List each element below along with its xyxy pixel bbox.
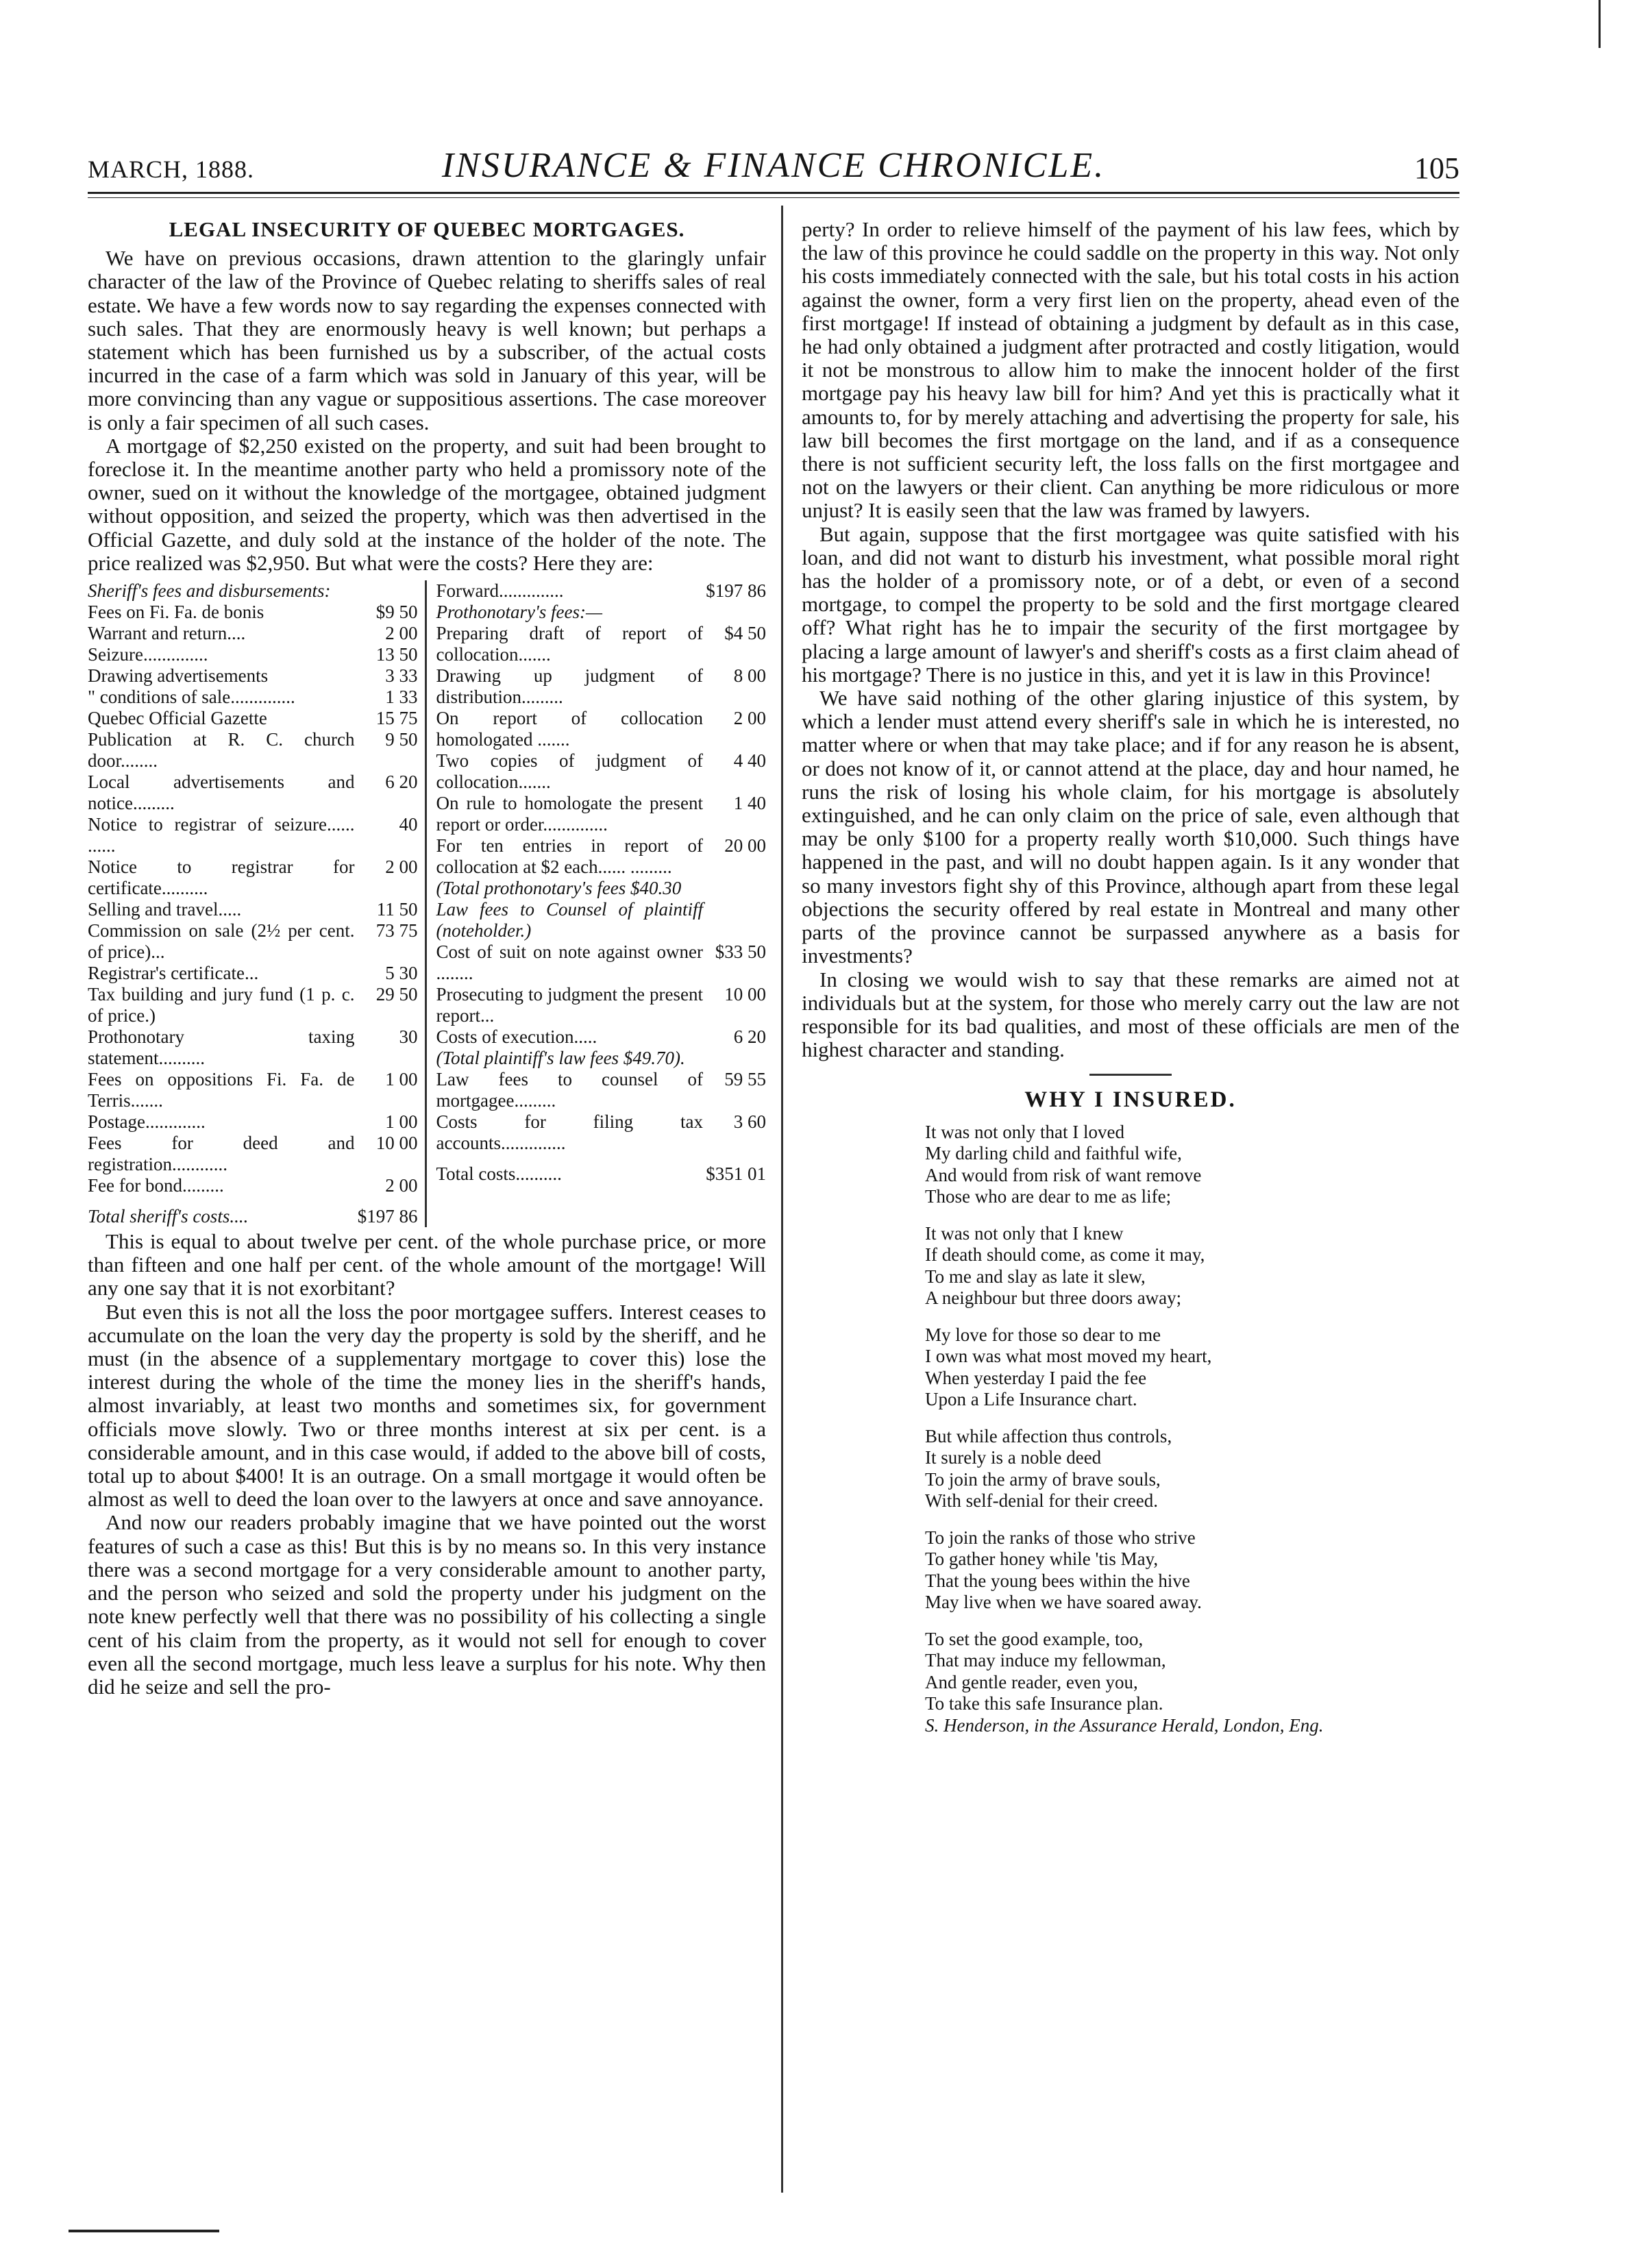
cost-row — [436, 1048, 767, 1069]
paragraph: And now our readers probably imagine that we have pointed out the worst features of such a case as this! But this is by no means so. In this very instance there was a second mortgage for a very considerable amount to another party, and the person who seized and sold the property under his judgment on the note knew perfectly well that there was no possibility of his collecting a single cent of his claim from the property, as it would not sell for enough to cover even all the second mortgage, much less leave a surplus for his note. Why then did he seize and sell the pro- — [88, 1510, 766, 1699]
poem-line: That the young bees within the hive — [925, 1570, 1190, 1591]
poem-line: And gentle reader, even you, — [925, 1671, 1138, 1692]
cost-amount: 1 33 — [385, 687, 418, 708]
cost-description: Drawing up judgment of distribution......... — [436, 665, 703, 708]
paragraph: But even this is not all the loss the poor mortgagee suffers. Interest ceases to accumulate on the loan the very day the property is sold by the sheriff, and he must (in the absence of a supplementary mortgage to cover this) lose the interest during the whole of the time the money lies in the sheriff's hands, almost invariably, at least two months and sometimes six, for government officials move slowly. Two or three months interest at six per cent. is a considerable amount, and in this case would, if added to the above bill of costs, total up to about $400! It is an outrage. On a small mortgage it would often be almost as well to deed the loan over to the lawyers at once and save annoyance. — [88, 1299, 766, 1512]
poem-stanza — [925, 1426, 1459, 1512]
sheriff-fees-heading: Sheriff's fees and disbursements: — [88, 580, 331, 602]
journal-title: INSURANCE & FINANCE CHRONICLE. — [441, 146, 1106, 185]
cost-amount: 3 60 — [733, 1111, 766, 1133]
cost-amount: 10 00 — [375, 1133, 418, 1154]
cost-amount: 1 40 — [733, 793, 766, 814]
cost-description: Prosecuting to judgment the present report... — [436, 984, 703, 1026]
left-column — [88, 218, 766, 1699]
grand-total-row — [436, 1163, 767, 1185]
cost-row — [436, 623, 767, 665]
cost-amount: 1 00 — [385, 1069, 418, 1090]
cost-amount: 40 — [399, 814, 418, 835]
prothonotary-fees-column — [427, 580, 767, 1227]
cost-amount: 5 30 — [385, 963, 418, 984]
poem-stanza — [925, 1629, 1459, 1737]
cost-amount: 10 00 — [724, 984, 766, 1005]
cost-amount: 13 50 — [375, 644, 418, 665]
cost-description: Fees for deed and registration............ — [88, 1133, 355, 1175]
cost-description: Seizure.............. — [88, 644, 208, 665]
poem-line: It was not only that I loved — [925, 1121, 1124, 1142]
forward-row — [436, 580, 767, 602]
footer-mark — [69, 2230, 219, 2232]
poem-stanza — [925, 1122, 1459, 1208]
poem — [925, 1122, 1459, 1737]
cost-row — [88, 687, 418, 708]
header-rule-thin — [88, 197, 1459, 198]
cost-row — [436, 878, 767, 899]
cost-row — [88, 984, 418, 1026]
cost-description: Commission on sale (2½ per cent. of price)... — [88, 920, 355, 963]
cost-amount: 1 00 — [385, 1111, 418, 1133]
cost-description: Drawing advertisements — [88, 665, 269, 687]
cost-description: Costs for filing tax accounts.............. — [436, 1111, 703, 1154]
grand-total-amount: $351 01 — [706, 1163, 766, 1185]
cost-amount: $4 50 — [724, 623, 766, 644]
poem-line: I own was what most moved my heart, — [925, 1346, 1212, 1367]
paragraph: We have said nothing of the other glaring injustice of this system, by which a lender must attend every sheriff's sale in which he is interested, no matter where or when that may take place; and if for any reason he is absent, or does not know of it, or cannot attend at the place, day and hour named, he runs the risk of losing his whole claim, for his mortgage is absolutely extinguished, and he can only claim on the price of sale, even although that may be only $100 for a property really worth $10,000. Such things have happened in the past, and will no doubt happen again. Is it any wonder that so many investors fight shy of this Province, although apart from these legal objections the security offered by real estate in Montreal and many other parts of the province cannot be surpassed anywhere as a basis for investments? — [802, 686, 1459, 968]
cost-description: Fee for bond......... — [88, 1175, 224, 1196]
cost-amount: 3 33 — [385, 665, 418, 687]
paragraph: A mortgage of $2,250 existed on the property, and suit had been brought to foreclose it. In the meantime another party who held a promissory note of the owner, sued on it without the knowledge of the mortgagee, obtained judgment without opposition, and seized the property, which was then advertised in the Official Gazette, and duly sold at the instance of the holder of the note. The price realized was $2,950. But what were the costs? Here they are: — [88, 433, 766, 575]
page-number: 105 — [1414, 151, 1459, 185]
cost-amount: 11 50 — [376, 899, 418, 920]
cost-description: Tax building and jury fund (1 p. c. of price.) — [88, 984, 355, 1026]
cost-amount — [703, 878, 766, 899]
cost-amount: 2 00 — [733, 708, 766, 729]
cost-description: Law fees to Counsel of plaintiff (noteholder.) — [436, 899, 703, 941]
poem-line: My love for those so dear to me — [925, 1324, 1161, 1345]
cost-row — [88, 772, 418, 814]
sheriff-total-row — [88, 1206, 418, 1227]
cost-amount: 9 50 — [385, 729, 418, 750]
cost-description: Two copies of judgment of collocation....... — [436, 750, 703, 793]
cost-row — [88, 1069, 418, 1111]
poem-line: May live when we have soared away. — [925, 1592, 1202, 1613]
cost-amount: 2 00 — [385, 1175, 418, 1196]
poem-stanza — [925, 1527, 1459, 1614]
cost-description: (Total prothonotary's fees $40.30 — [436, 878, 682, 899]
cost-row — [88, 814, 418, 856]
poem-title: WHY I INSURED. — [1024, 1087, 1237, 1113]
cost-amount: $33 50 — [715, 941, 766, 963]
paragraph: perty? In order to relieve himself of the payment of his law fees, which by the law of this province he could saddle on the property in this way. Not only his costs immediately connected with the sale, but his total costs in his action against the owner, form a very first lien on the property, ahead even of the first mortgage! If instead of obtaining a judgment by default as in this case, he had only obtained a judgment after protracted and costly litigation, would it not be monstrous to allow him to make the innocent holder of the first mortgage pay his heavy law bill for him? And yet this is practically what it amounts to, for by merely attaching and advertising the property for sale, his law bill becomes the first mortgage on the land, and if as a consequence there is not sufficient security left, the loss falls on the first mortgagee and not on the lawyers or their client. Can anything be more ridiculous or more unjust? It is easily seen that the law was framed by lawyers. — [802, 217, 1459, 523]
column-divider — [781, 206, 783, 2193]
cost-amount: 6 20 — [385, 772, 418, 793]
poem-line: It surely is a noble deed — [925, 1447, 1102, 1468]
poem-line: My darling child and faithful wife, — [925, 1143, 1182, 1164]
cost-amount: 2 00 — [385, 856, 418, 878]
cost-row — [88, 729, 418, 772]
poem-line: Those who are dear to me as life; — [925, 1186, 1172, 1207]
cost-description: Notice to registrar for certificate.......... — [88, 856, 355, 899]
cost-amount: 15 75 — [375, 708, 418, 729]
cost-row — [436, 899, 767, 941]
section-separator — [1089, 1074, 1172, 1076]
cost-row — [88, 602, 418, 623]
cost-row — [436, 1069, 767, 1111]
poem-stanza — [925, 1324, 1459, 1411]
article-title: LEGAL INSECURITY OF QUEBEC MORTGAGES. — [169, 217, 685, 241]
cost-description: Preparing draft of report of collocation....... — [436, 623, 703, 665]
cost-row — [436, 708, 767, 750]
poem-line: But while affection thus controls, — [925, 1425, 1172, 1446]
cost-amount: 29 50 — [375, 984, 418, 1005]
cost-row — [88, 1175, 418, 1196]
cost-description: Law fees to counsel of mortgagee......... — [436, 1069, 703, 1111]
cost-description: Local advertisements and notice......... — [88, 772, 355, 814]
page-header — [88, 145, 1459, 186]
cost-row — [88, 1133, 418, 1175]
paragraph: We have on previous occasions, drawn attention to the glaringly unfair character of the law of the Province of Quebec relating to sheriffs sales of real estate. We have a few words now to say regarding the expenses connected with such sales. That they are enormously heavy is well known; but perhaps a statement which has been furnished us by a subscriber, of the actual costs incurred in the case of a farm which was sold in January of this year, will be more convincing than any vague or suppositious assertions. The case moreover is only a fair specimen of all such cases. — [88, 246, 766, 434]
forward-amount: $197 86 — [706, 580, 766, 602]
sheriff-total-label: Total sheriff's costs.... — [88, 1206, 249, 1227]
cost-description: Registrar's certificate... — [88, 963, 259, 984]
cost-amount — [703, 899, 766, 941]
cost-description: Fees on Fi. Fa. de bonis — [88, 602, 264, 623]
cost-row — [436, 941, 767, 984]
poem-line: To gather honey while 'tis May, — [925, 1549, 1159, 1570]
cost-amount: 8 00 — [733, 665, 766, 687]
cost-description: On report of collocation homologated ....... — [436, 708, 703, 750]
cost-row — [88, 644, 418, 665]
cost-description: Selling and travel..... — [88, 899, 242, 920]
cost-amount: $9 50 — [375, 602, 418, 623]
prothonotary-heading: Prothonotary's fees:— — [436, 602, 602, 623]
cost-row — [88, 963, 418, 984]
cost-row — [436, 793, 767, 835]
cost-description: Prothonotary taxing statement.......... — [88, 1026, 355, 1069]
right-column — [802, 218, 1459, 1751]
paragraph: In closing we would wish to say that these remarks are aimed not at individuals but at the system, for those who merely carry out the law are not responsible for its bad qualities, and most of these officials are men of the highest character and standing. — [802, 967, 1459, 1062]
cost-amount: 73 75 — [375, 920, 418, 941]
poem-line: With self-denial for their creed. — [925, 1490, 1159, 1512]
costs-table — [88, 580, 766, 1227]
cost-description: On rule to homologate the present report or order.............. — [436, 793, 703, 835]
cost-row — [88, 1111, 418, 1133]
grand-total-label: Total costs.......... — [436, 1163, 562, 1185]
cost-description: For ten entries in report of collocation at $2 each...... ......... — [436, 835, 703, 878]
cost-row — [436, 1026, 767, 1048]
cost-row — [88, 920, 418, 963]
cost-row — [436, 750, 767, 793]
poem-signature: S. Henderson, in the Assurance Herald, London, Eng. — [925, 1714, 1324, 1736]
poem-stanza — [925, 1223, 1459, 1309]
sheriff-fees-column — [88, 580, 427, 1227]
cost-amount: 4 40 — [733, 750, 766, 772]
cost-amount: 59 55 — [724, 1069, 766, 1090]
cost-amount: 2 00 — [385, 623, 418, 644]
poem-line: To take this safe Insurance plan. — [925, 1693, 1163, 1714]
cost-row — [436, 835, 767, 878]
cost-description: Costs of execution..... — [436, 1026, 597, 1048]
cost-row — [88, 623, 418, 644]
cost-description: Cost of suit on note against owner ........ — [436, 941, 703, 984]
sheriff-total-amount: $197 86 — [357, 1206, 418, 1227]
cost-row — [436, 984, 767, 1026]
cost-row — [436, 665, 767, 708]
cost-row — [88, 1026, 418, 1069]
poem-line: To set the good example, too, — [925, 1628, 1144, 1649]
poem-line: That may induce my fellowman, — [925, 1650, 1166, 1671]
header-rule — [88, 192, 1459, 194]
cost-description: Notice to registrar of seizure...... ...... — [88, 814, 355, 856]
cost-description: Quebec Official Gazette — [88, 708, 267, 729]
sheriff-fees-list — [88, 602, 418, 1196]
cost-description: " conditions of sale.............. — [88, 687, 295, 708]
cost-description: Publication at R. C. church door........ — [88, 729, 355, 772]
cost-amount: 30 — [399, 1026, 418, 1048]
cost-row — [88, 708, 418, 729]
poem-line: And would from risk of want remove — [925, 1164, 1202, 1185]
cost-description: Warrant and return.... — [88, 623, 246, 644]
forward-label: Forward.............. — [436, 580, 564, 602]
poem-line: A neighbour but three doors away; — [925, 1287, 1182, 1309]
margin-mark — [1599, 0, 1601, 48]
cost-amount — [703, 1048, 766, 1069]
cost-row — [88, 856, 418, 899]
cost-row — [436, 1111, 767, 1154]
cost-row — [88, 899, 418, 920]
poem-line: To join the ranks of those who strive — [925, 1527, 1196, 1548]
poem-line: When yesterday I paid the fee — [925, 1367, 1147, 1388]
cost-row — [88, 665, 418, 687]
poem-line: Upon a Life Insurance chart. — [925, 1389, 1137, 1410]
issue-date: MARCH, 1888. — [88, 156, 255, 183]
paragraph: This is equal to about twelve per cent. of the whole purchase price, or more than fifteen and one half per cent. of the whole amount of the mortgage! Will any one say that it is not exorbitant? — [88, 1229, 766, 1301]
poem-line: To me and slay as late it slew, — [925, 1266, 1146, 1287]
cost-amount: 20 00 — [724, 835, 766, 856]
poem-line: To join the army of brave souls, — [925, 1468, 1161, 1490]
cost-amount: 6 20 — [733, 1026, 766, 1048]
poem-line: If death should come, as come it may, — [925, 1244, 1205, 1266]
prothonotary-fees-list — [436, 623, 767, 1154]
paragraph: But again, suppose that the first mortgagee was quite satisfied with his loan, and did not want to disturb his investment, what possible moral right has the holder of a promissory note, or of a debt, or even of a second mortgage, to compel the property to be sold and the first mortgage cleared off? What right has he to impair the security of the first mortgagee by placing a large amount of lawyer's and sheriff's costs as a first claim ahead of his mortgage? There is no justice in this, and yet it is law in this Province! — [802, 521, 1459, 687]
cost-description: Fees on oppositions Fi. Fa. de Terris....... — [88, 1069, 355, 1111]
cost-description: (Total plaintiff's law fees $49.70). — [436, 1048, 685, 1069]
poem-line: It was not only that I knew — [925, 1222, 1124, 1244]
cost-description: Postage............. — [88, 1111, 206, 1133]
